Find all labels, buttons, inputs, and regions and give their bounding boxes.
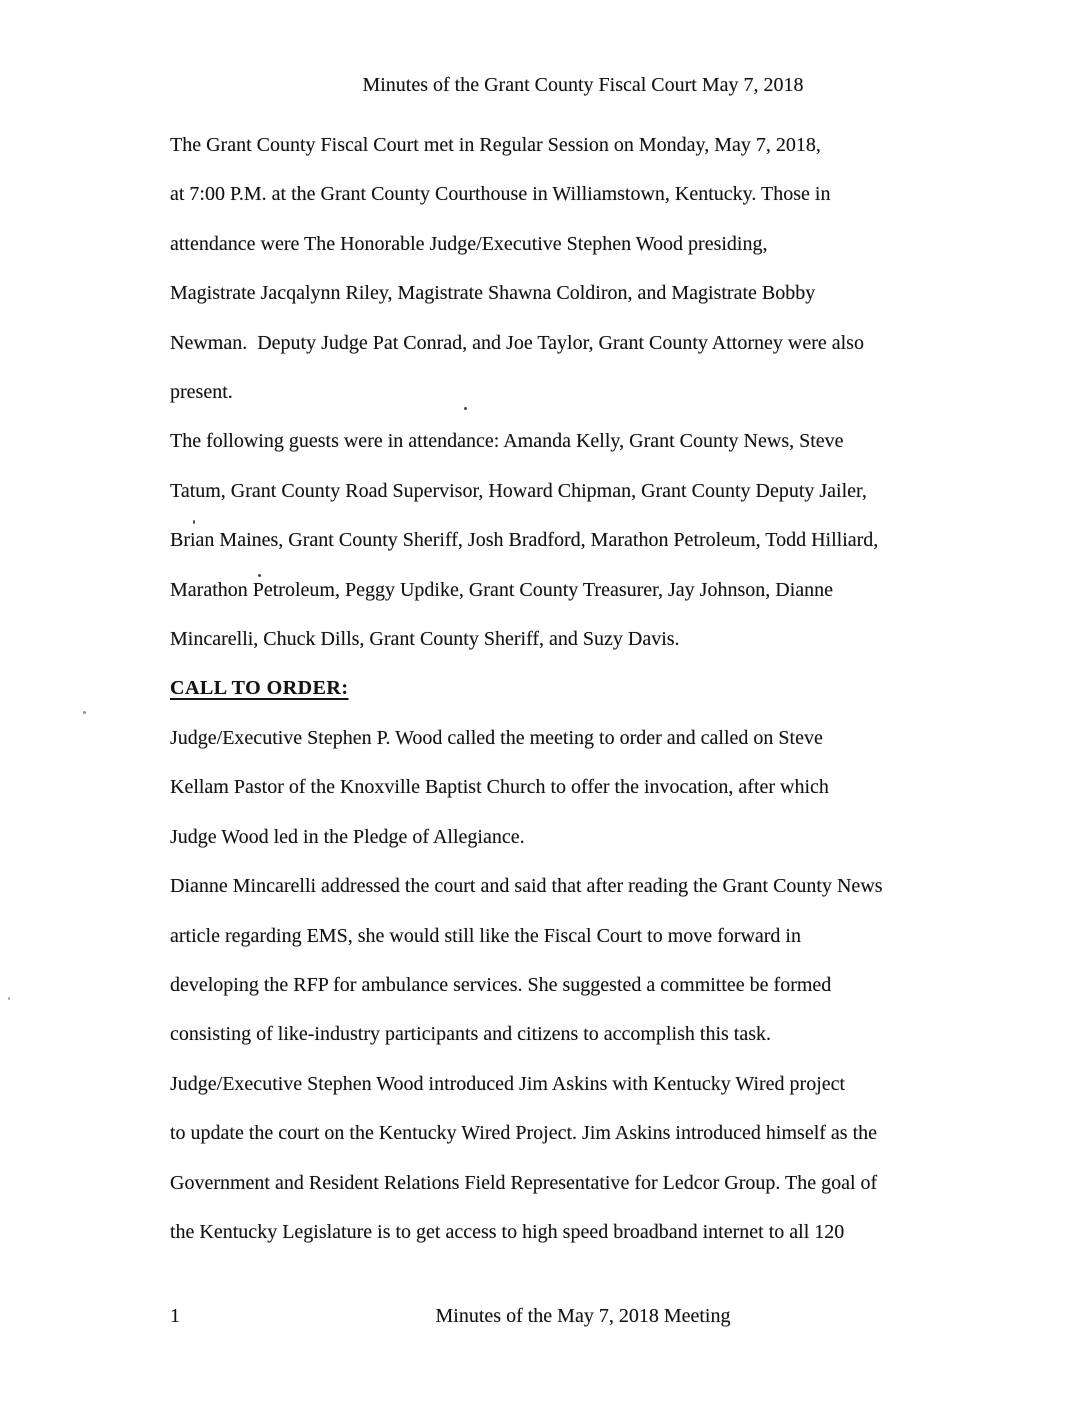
- section-heading-call-to-order: CALL TO ORDER:: [170, 677, 349, 700]
- text-line: article regarding EMS, she would still like the Fiscal Court to move forward in: [170, 924, 801, 947]
- scan-artifact: [258, 574, 261, 577]
- text-line: Newman. Deputy Judge Pat Conrad, and Joe Taylor, Grant County Attorney were also: [170, 331, 864, 354]
- text-line: The Grant County Fiscal Court met in Regular Session on Monday, May 7, 2018,: [170, 134, 821, 156]
- document-body: [170, 121, 1030, 1257]
- scan-artifact: [83, 711, 86, 714]
- text-line: attendance were The Honorable Judge/Executive Stephen Wood presiding,: [170, 232, 768, 255]
- scan-artifact: [193, 520, 195, 524]
- text-line: Judge/Executive Stephen P. Wood called the meeting to order and called on Steve: [170, 726, 823, 749]
- document-footer: [0, 1300, 1091, 1332]
- text-line: to update the court on the Kentucky Wired Project. Jim Askins introduced himself as the: [170, 1122, 878, 1145]
- document-title: Minutes of the Grant County Fiscal Court May 7, 2018: [362, 74, 804, 96]
- text-line: Magistrate Jacqalynn Riley, Magistrate Shawna Coldiron, and Magistrate Bobby: [170, 282, 816, 305]
- text-line: Marathon Petroleum, Peggy Updike, Grant County Treasurer, Jay Johnson, Dianne: [170, 578, 833, 601]
- text-line: Dianne Mincarelli addressed the court and said that after reading the Grant County News: [170, 875, 883, 898]
- text-line: the Kentucky Legislature is to get access to high speed broadband internet to all 120: [170, 1220, 845, 1243]
- footer-text: Minutes of the May 7, 2018 Meeting: [435, 1305, 731, 1327]
- text-line: consisting of like-industry participants and citizens to accomplish this task.: [170, 1023, 771, 1046]
- text-line: Judge Wood led in the Pledge of Allegiance.: [170, 825, 525, 848]
- text-line: Kellam Pastor of the Knoxville Baptist Church to offer the invocation, after which: [170, 776, 829, 799]
- text-line: at 7:00 P.M. at the Grant County Courthouse in Williamstown, Kentucky. Those in: [170, 183, 831, 206]
- footer-page-number: 1: [170, 1305, 180, 1327]
- text-line: Government and Resident Relations Field Representative for Ledcor Group. The goal of: [170, 1171, 878, 1194]
- text-line: present.: [170, 381, 233, 404]
- text-line: Judge/Executive Stephen Wood introduced Jim Askins with Kentucky Wired project: [170, 1072, 846, 1095]
- scan-artifact: [464, 407, 467, 410]
- text-line: Brian Maines, Grant County Sheriff, Josh Bradford, Marathon Petroleum, Todd Hilliard,: [170, 529, 879, 552]
- scan-artifact: [8, 997, 10, 1000]
- text-line: Tatum, Grant County Road Supervisor, Howard Chipman, Grant County Deputy Jailer,: [170, 479, 867, 502]
- text-line: developing the RFP for ambulance services. She suggested a committee be formed: [170, 973, 832, 996]
- text-line: The following guests were in attendance: Amanda Kelly, Grant County News, Steve: [170, 430, 844, 453]
- text-line: Mincarelli, Chuck Dills, Grant County Sheriff, and Suzy Davis.: [170, 628, 680, 651]
